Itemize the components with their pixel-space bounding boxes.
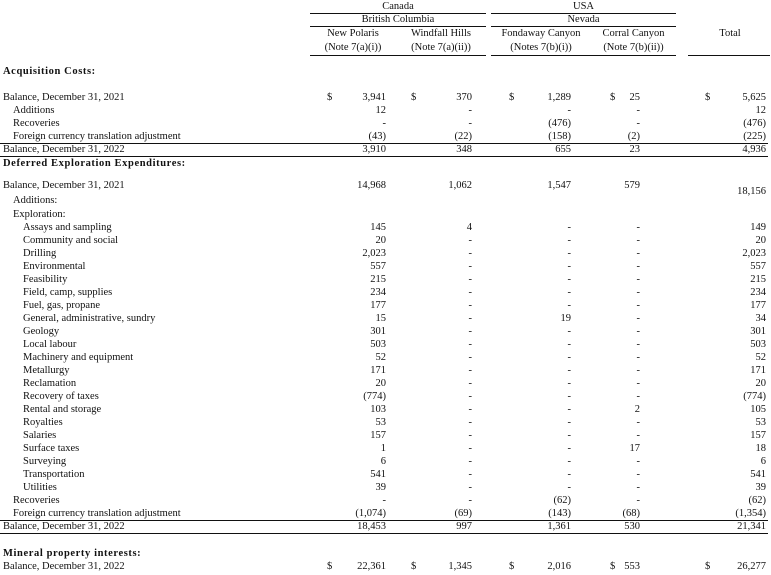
cell-total: (62) xyxy=(748,495,766,506)
cell-total: 6 xyxy=(760,456,766,467)
cell-total: 171 xyxy=(750,365,766,376)
cell-windfall-hills: - xyxy=(468,313,472,324)
cell-corral-canyon: - xyxy=(636,482,640,493)
cell-new-polaris: 14,968 xyxy=(357,180,386,191)
header-col-windfall-hills: Windfall Hills xyxy=(411,28,471,39)
cell-new-polaris: 541 xyxy=(370,469,386,480)
header-col-total: Total xyxy=(719,28,741,39)
section-heading: Acquisition Costs: xyxy=(3,66,96,77)
rule-line xyxy=(0,156,768,157)
cell-fondaway-canyon: - xyxy=(567,404,571,415)
cell-fondaway-canyon: - xyxy=(567,339,571,350)
cell-windfall-hills: - xyxy=(468,352,472,363)
cell-corral-canyon: 553 xyxy=(624,561,640,572)
cell-new-polaris: 145 xyxy=(370,222,386,233)
cell-windfall-hills: - xyxy=(468,430,472,441)
section-heading: Deferred Exploration Expenditures: xyxy=(3,158,186,169)
cell-fondaway-canyon: (143) xyxy=(548,508,571,519)
cell-windfall-hills: - xyxy=(468,339,472,350)
cell-total: 39 xyxy=(755,482,766,493)
header-note-fondaway-canyon: (Notes 7(b)(i)) xyxy=(510,42,572,53)
cell-new-polaris: 39 xyxy=(375,482,386,493)
currency-symbol: $ xyxy=(705,561,711,572)
cell-corral-canyon: - xyxy=(636,222,640,233)
cell-corral-canyon: - xyxy=(636,417,640,428)
cell-total: 557 xyxy=(750,261,766,272)
header-state-nevada: Nevada xyxy=(567,14,600,25)
row-label: Surveying xyxy=(23,456,67,467)
cell-total: 177 xyxy=(750,300,766,311)
header-province-bc: British Columbia xyxy=(361,14,435,25)
cell-fondaway-canyon: - xyxy=(567,482,571,493)
cell-windfall-hills: - xyxy=(468,391,472,402)
row-label: Local labour xyxy=(23,339,77,350)
row-label: Environmental xyxy=(23,261,86,272)
rule-line xyxy=(0,143,768,144)
cell-total: 157 xyxy=(750,430,766,441)
cell-fondaway-canyon: 655 xyxy=(555,144,571,155)
cell-total: 5,625 xyxy=(742,92,766,103)
cell-new-polaris: (774) xyxy=(363,391,386,402)
cell-new-polaris: 22,361 xyxy=(357,561,386,572)
section-heading: Mineral property interests: xyxy=(3,548,142,559)
cell-new-polaris: 215 xyxy=(370,274,386,285)
cell-new-polaris: (43) xyxy=(368,131,386,142)
cell-new-polaris: 177 xyxy=(370,300,386,311)
header-col-fondaway-canyon: Fondaway Canyon xyxy=(501,28,581,39)
cell-total: 20 xyxy=(755,378,766,389)
cell-fondaway-canyon: - xyxy=(567,352,571,363)
cell-total: 20 xyxy=(755,235,766,246)
cell-new-polaris: 103 xyxy=(370,404,386,415)
cell-windfall-hills: - xyxy=(468,495,472,506)
cell-windfall-hills: 1,062 xyxy=(448,180,472,191)
cell-windfall-hills: - xyxy=(468,417,472,428)
row-label: Reclamation xyxy=(23,378,77,389)
cell-total: 234 xyxy=(750,287,766,298)
row-label: Feasibility xyxy=(23,274,68,285)
cell-total: 18 xyxy=(755,443,766,454)
currency-symbol: $ xyxy=(411,561,417,572)
cell-windfall-hills: 997 xyxy=(456,521,472,532)
cell-fondaway-canyon: - xyxy=(567,430,571,441)
row-label: Balance, December 31, 2022 xyxy=(3,521,125,532)
cell-windfall-hills: 348 xyxy=(456,144,472,155)
cell-new-polaris: 234 xyxy=(370,287,386,298)
cell-fondaway-canyon: - xyxy=(567,417,571,428)
cell-windfall-hills: (22) xyxy=(454,131,472,142)
cell-total: 26,277 xyxy=(737,561,766,572)
header-note-new-polaris: (Note 7(a)(i)) xyxy=(324,42,382,53)
rule-line xyxy=(0,533,768,534)
cell-corral-canyon: - xyxy=(636,300,640,311)
cell-total: 18,156 xyxy=(737,186,766,197)
cell-corral-canyon: - xyxy=(636,391,640,402)
cell-total: 21,341 xyxy=(737,521,766,532)
currency-symbol: $ xyxy=(327,92,333,103)
cell-corral-canyon: 530 xyxy=(624,521,640,532)
cell-fondaway-canyon: 1,289 xyxy=(547,92,571,103)
cell-fondaway-canyon: (158) xyxy=(548,131,571,142)
cell-windfall-hills: (69) xyxy=(454,508,472,519)
cell-total: 301 xyxy=(750,326,766,337)
cell-new-polaris: 157 xyxy=(370,430,386,441)
cell-corral-canyon: - xyxy=(636,274,640,285)
cell-windfall-hills: 370 xyxy=(456,92,472,103)
cell-fondaway-canyon: - xyxy=(567,391,571,402)
cell-windfall-hills: - xyxy=(468,404,472,415)
cell-corral-canyon: - xyxy=(636,378,640,389)
cell-corral-canyon: - xyxy=(636,235,640,246)
cell-corral-canyon: 17 xyxy=(629,443,640,454)
cell-new-polaris: 503 xyxy=(370,339,386,350)
row-label: Utilities xyxy=(23,482,57,493)
currency-symbol: $ xyxy=(610,561,616,572)
header-note-corral-canyon: (Note 7(b)(ii)) xyxy=(603,42,664,53)
cell-fondaway-canyon: - xyxy=(567,326,571,337)
row-label: Field, camp, supplies xyxy=(23,287,113,298)
cell-fondaway-canyon: (62) xyxy=(553,495,571,506)
cell-total: 149 xyxy=(750,222,766,233)
cell-new-polaris: 171 xyxy=(370,365,386,376)
cell-fondaway-canyon: (476) xyxy=(548,118,571,129)
cell-fondaway-canyon: - xyxy=(567,443,571,454)
cell-corral-canyon: - xyxy=(636,313,640,324)
cell-new-polaris: 2,023 xyxy=(362,248,386,259)
cell-new-polaris: 3,941 xyxy=(362,92,386,103)
cell-corral-canyon: 25 xyxy=(629,92,640,103)
cell-total: 541 xyxy=(750,469,766,480)
row-label: General, administrative, sundry xyxy=(23,313,156,324)
row-label: Balance, December 31, 2021 xyxy=(3,180,125,191)
row-label: Surface taxes xyxy=(23,443,80,454)
cell-total: (476) xyxy=(743,118,766,129)
cell-fondaway-canyon: - xyxy=(567,261,571,272)
row-label: Balance, December 31, 2021 xyxy=(3,92,125,103)
cell-fondaway-canyon: 1,361 xyxy=(547,521,571,532)
row-label: Recovery of taxes xyxy=(23,391,99,402)
cell-windfall-hills: - xyxy=(468,261,472,272)
cell-corral-canyon: (68) xyxy=(622,508,640,519)
cell-windfall-hills: - xyxy=(468,274,472,285)
row-label: Metallurgy xyxy=(23,365,70,376)
currency-symbol: $ xyxy=(509,561,515,572)
cell-fondaway-canyon: - xyxy=(567,378,571,389)
cell-corral-canyon: 579 xyxy=(624,180,640,191)
cell-fondaway-canyon: - xyxy=(567,274,571,285)
cell-total: (225) xyxy=(743,131,766,142)
row-label: Geology xyxy=(23,326,60,337)
cell-windfall-hills: - xyxy=(468,469,472,480)
cell-total: 215 xyxy=(750,274,766,285)
cell-fondaway-canyon: - xyxy=(567,235,571,246)
row-label: Fuel, gas, propane xyxy=(23,300,100,311)
row-label: Assays and sampling xyxy=(23,222,112,233)
header-note-windfall-hills: (Note 7(a)(ii)) xyxy=(411,42,471,53)
cell-new-polaris: (1,074) xyxy=(355,508,386,519)
cell-fondaway-canyon: - xyxy=(567,300,571,311)
cell-corral-canyon: 2 xyxy=(634,404,640,415)
row-label: Balance, December 31, 2022 xyxy=(3,561,125,572)
cell-total: 2,023 xyxy=(742,248,766,259)
cell-new-polaris: 52 xyxy=(375,352,386,363)
cell-total: (1,354) xyxy=(735,508,766,519)
cell-fondaway-canyon: - xyxy=(567,365,571,376)
cell-windfall-hills: - xyxy=(468,105,472,116)
cell-corral-canyon: - xyxy=(636,326,640,337)
cell-corral-canyon: (2) xyxy=(627,131,640,142)
row-label: Recoveries xyxy=(13,118,60,129)
row-label: Recoveries xyxy=(13,495,60,506)
cell-windfall-hills: - xyxy=(468,365,472,376)
cell-new-polaris: 20 xyxy=(375,378,386,389)
cell-corral-canyon: - xyxy=(636,287,640,298)
cell-corral-canyon: - xyxy=(636,365,640,376)
cell-windfall-hills: - xyxy=(468,235,472,246)
currency-symbol: $ xyxy=(509,92,515,103)
cell-windfall-hills: - xyxy=(468,118,472,129)
cell-corral-canyon: - xyxy=(636,469,640,480)
cell-new-polaris: - xyxy=(382,495,386,506)
cell-corral-canyon: - xyxy=(636,352,640,363)
cell-new-polaris: 6 xyxy=(380,456,386,467)
row-label: Royalties xyxy=(23,417,63,428)
cell-windfall-hills: 1,345 xyxy=(448,561,472,572)
cell-total: 52 xyxy=(755,352,766,363)
currency-symbol: $ xyxy=(327,561,333,572)
row-label: Machinery and equipment xyxy=(23,352,134,363)
cell-new-polaris: 301 xyxy=(370,326,386,337)
row-label: Drilling xyxy=(23,248,57,259)
cell-new-polaris: 3,910 xyxy=(362,144,386,155)
rule-line xyxy=(0,520,768,521)
cell-corral-canyon: - xyxy=(636,105,640,116)
row-label: Community and social xyxy=(23,235,119,246)
cell-fondaway-canyon: - xyxy=(567,469,571,480)
cell-new-polaris: - xyxy=(382,118,386,129)
cell-fondaway-canyon: - xyxy=(567,105,571,116)
header-col-new-polaris: New Polaris xyxy=(327,28,379,39)
cell-new-polaris: 557 xyxy=(370,261,386,272)
cell-windfall-hills: - xyxy=(468,482,472,493)
cell-new-polaris: 15 xyxy=(375,313,386,324)
cell-windfall-hills: - xyxy=(468,300,472,311)
cell-corral-canyon: - xyxy=(636,248,640,259)
cell-fondaway-canyon: - xyxy=(567,456,571,467)
cell-windfall-hills: - xyxy=(468,248,472,259)
cell-corral-canyon: - xyxy=(636,495,640,506)
cell-windfall-hills: - xyxy=(468,443,472,454)
cell-corral-canyon: - xyxy=(636,339,640,350)
cell-corral-canyon: - xyxy=(636,118,640,129)
row-label: Balance, December 31, 2022 xyxy=(3,144,125,155)
cell-fondaway-canyon: 19 xyxy=(560,313,571,324)
row-label: Transportation xyxy=(23,469,85,480)
cell-new-polaris: 53 xyxy=(375,417,386,428)
header-country-usa: USA xyxy=(572,1,594,12)
cell-fondaway-canyon: - xyxy=(567,222,571,233)
cell-windfall-hills: - xyxy=(468,456,472,467)
cell-fondaway-canyon: - xyxy=(567,287,571,298)
currency-symbol: $ xyxy=(610,92,616,103)
cell-corral-canyon: 23 xyxy=(629,144,640,155)
cell-corral-canyon: - xyxy=(636,261,640,272)
cell-fondaway-canyon: 1,547 xyxy=(547,180,571,191)
cell-new-polaris: 1 xyxy=(380,443,386,454)
cell-total: 12 xyxy=(755,105,766,116)
cell-new-polaris: 12 xyxy=(375,105,386,116)
row-label: Additions xyxy=(13,105,55,116)
cell-total: 4,936 xyxy=(742,144,766,155)
row-label: Foreign currency translation adjustment xyxy=(13,131,181,142)
header-col-corral-canyon: Corral Canyon xyxy=(602,28,665,39)
row-label: Salaries xyxy=(23,430,57,441)
currency-symbol: $ xyxy=(411,92,417,103)
cell-fondaway-canyon: - xyxy=(567,248,571,259)
cell-windfall-hills: - xyxy=(468,287,472,298)
cell-new-polaris: 20 xyxy=(375,235,386,246)
cell-windfall-hills: 4 xyxy=(466,222,472,233)
currency-symbol: $ xyxy=(705,92,711,103)
cell-corral-canyon: - xyxy=(636,456,640,467)
cell-corral-canyon: - xyxy=(636,430,640,441)
row-label: Exploration: xyxy=(13,209,66,220)
cell-total: 34 xyxy=(755,313,766,324)
cell-total: 53 xyxy=(755,417,766,428)
row-label: Foreign currency translation adjustment xyxy=(13,508,181,519)
cell-windfall-hills: - xyxy=(468,326,472,337)
row-label: Rental and storage xyxy=(23,404,102,415)
cell-new-polaris: 18,453 xyxy=(357,521,386,532)
cell-windfall-hills: - xyxy=(468,378,472,389)
row-label: Additions: xyxy=(13,195,58,206)
cell-total: 105 xyxy=(750,404,766,415)
cell-total: (774) xyxy=(743,391,766,402)
cell-total: 503 xyxy=(750,339,766,350)
cell-fondaway-canyon: 2,016 xyxy=(547,561,571,572)
header-country-canada: Canada xyxy=(382,1,414,12)
